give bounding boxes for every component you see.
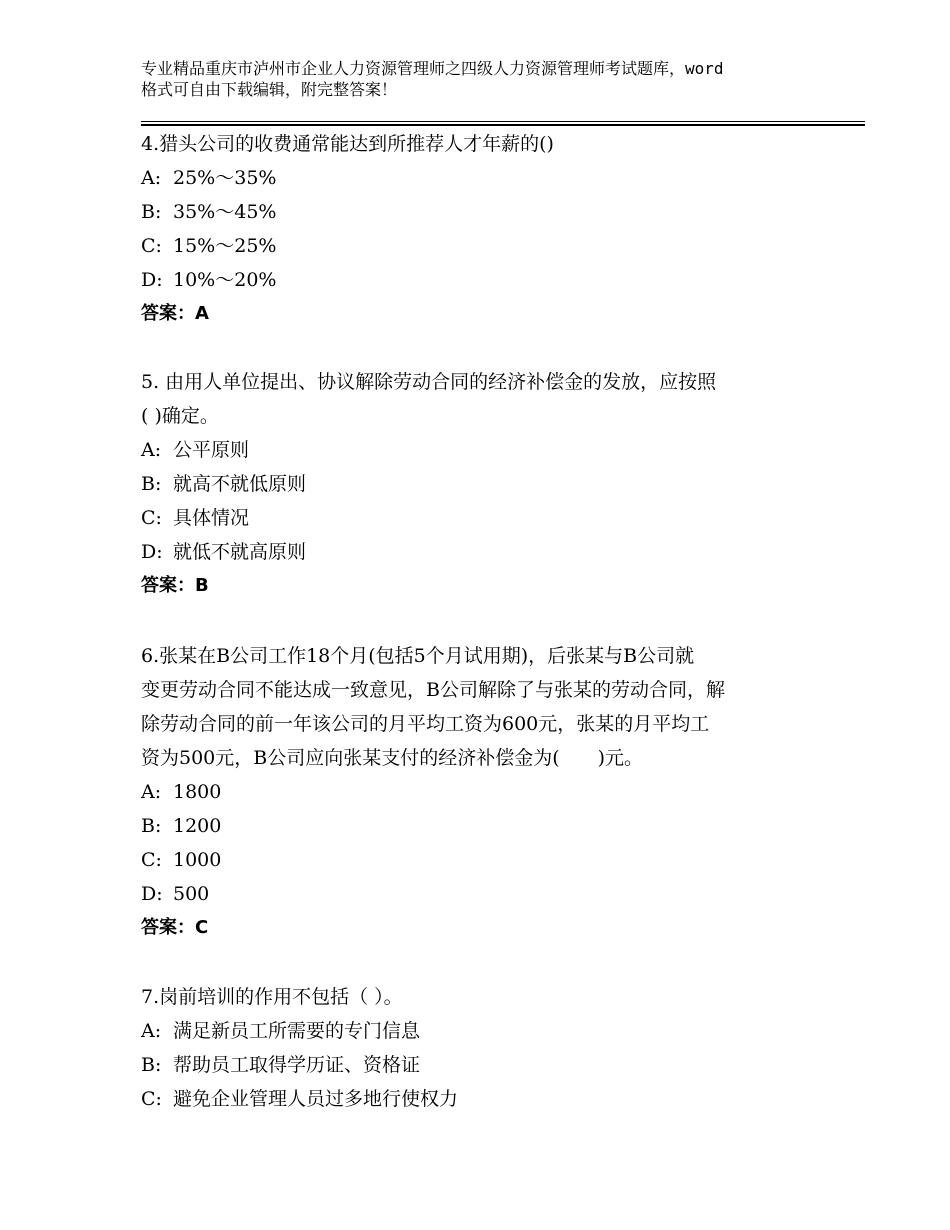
option-label: A: [141, 439, 162, 461]
question-5-option-b [141, 472, 306, 496]
question-4-stem: 4.猎头公司的收费通常能达到所推荐人才年薪的() [141, 133, 554, 155]
question-5-option-d [141, 540, 306, 564]
header-divider-thick [141, 124, 865, 126]
header-line-1: 专业精品重庆市泸州市企业人力资源管理师之四级人力资源管理师考试题库，word [141, 59, 724, 78]
question-6-answer: 答案：C [141, 917, 209, 938]
option-label: C: [141, 507, 162, 529]
option-label: C: [141, 235, 162, 257]
option-text: 就低不就高原则 [173, 541, 307, 563]
option-text: 帮助员工取得学历证、资格证 [173, 1054, 421, 1076]
question-4-answer: 答案：A [141, 303, 209, 324]
option-text: 35%～45% [173, 201, 277, 223]
question-7-option-b [141, 1053, 420, 1077]
option-text: 15%～25% [173, 235, 277, 257]
option-label: D: [141, 269, 163, 291]
question-5-stem-line-2: ( )确定。 [141, 405, 219, 427]
question-5-stem-line-1: 5. 由用人单位提出、协议解除劳动合同的经济补偿金的发放，应按照 [141, 371, 717, 393]
option-text: 满足新员工所需要的专门信息 [173, 1020, 421, 1042]
option-text: 10%～20% [173, 269, 277, 291]
question-6-option-a [141, 780, 221, 804]
question-6-stem-line-4: 资为500元，B公司应向张某支付的经济补偿金为( )元。 [141, 747, 644, 769]
question-4-option-a [141, 166, 276, 190]
option-text: 1000 [173, 849, 222, 871]
question-7-stem: 7.岗前培训的作用不包括（ ）。 [141, 986, 403, 1008]
option-text: 1200 [173, 815, 222, 837]
document-header [141, 58, 841, 100]
question-4-option-c [141, 234, 276, 258]
option-label: A: [141, 781, 162, 803]
question-4-option-b [141, 200, 276, 224]
question-7-option-c [141, 1087, 458, 1111]
option-label: A: [141, 167, 162, 189]
question-5-answer: 答案：B [141, 575, 209, 596]
option-label: D: [141, 541, 163, 563]
option-label: A: [141, 1020, 162, 1042]
option-text: 就高不就低原则 [173, 473, 307, 495]
option-text: 具体情况 [173, 507, 250, 529]
option-label: C: [141, 849, 162, 871]
option-label: B: [141, 201, 162, 223]
question-5-option-c [141, 506, 249, 530]
header-line-2: 格式可自由下载编辑，附完整答案！ [141, 80, 398, 99]
question-6-stem-line-2: 变更劳动合同不能达成一致意见，B公司解除了与张某的劳动合同，解 [141, 679, 725, 701]
option-label: D: [141, 883, 163, 905]
question-6-option-b [141, 814, 221, 838]
option-text: 25%～35% [173, 167, 277, 189]
question-5-option-a [141, 438, 249, 462]
header-divider-thin [141, 121, 865, 122]
option-label: B: [141, 473, 162, 495]
question-6-stem-line-1: 6.张某在B公司工作18个月(包括5个月试用期)，后张某与B公司就 [141, 645, 695, 667]
question-4-option-d [141, 268, 276, 292]
option-text: 避免企业管理人员过多地行使权力 [173, 1088, 459, 1110]
question-6-stem-line-3: 除劳动合同的前一年该公司的月平均工资为600元，张某的月平均工 [141, 713, 710, 735]
question-6-option-c [141, 848, 221, 872]
option-label: B: [141, 815, 162, 837]
question-7-option-a [141, 1019, 420, 1043]
option-text: 1800 [173, 781, 222, 803]
question-6-option-d [141, 882, 209, 906]
option-label: C: [141, 1088, 162, 1110]
option-text: 公平原则 [173, 439, 250, 461]
option-label: B: [141, 1054, 162, 1076]
option-text: 500 [173, 883, 210, 905]
